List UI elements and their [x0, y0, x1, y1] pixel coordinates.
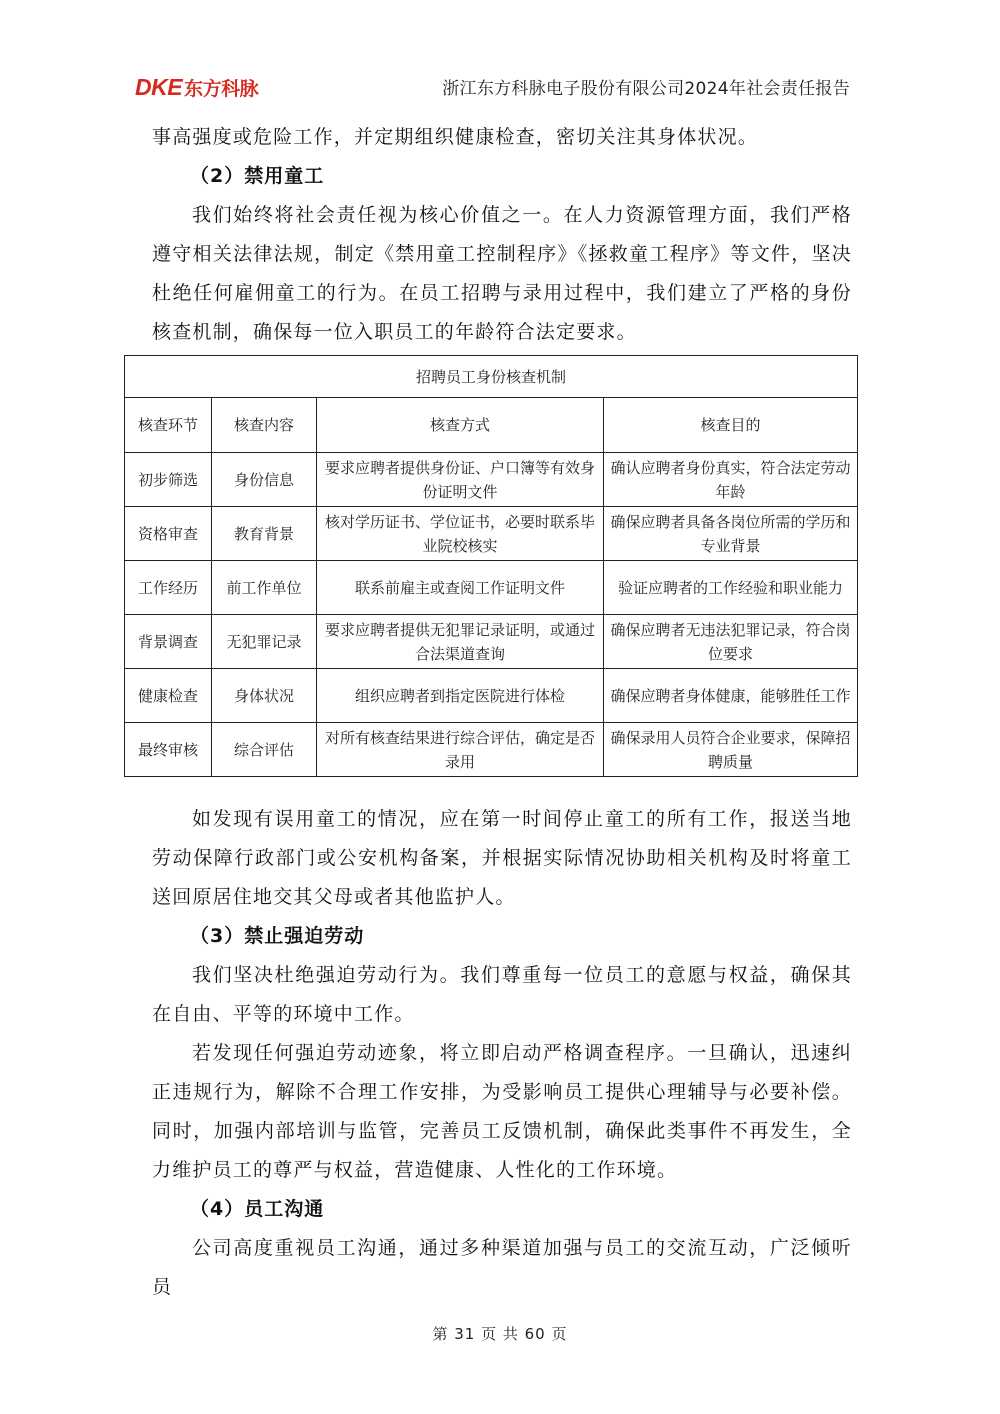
cell-stage: 工作经历	[125, 561, 212, 615]
table-row	[125, 507, 858, 561]
cell-content: 无犯罪记录	[212, 615, 317, 669]
table-row	[125, 669, 858, 723]
table-row	[125, 723, 858, 777]
cell-purpose: 确认应聘者身份真实，符合法定劳动年龄	[604, 453, 858, 507]
section-heading-child-labor: （2）禁用童工	[190, 165, 325, 187]
page-number: 第 31 页 共 60 页	[432, 1325, 568, 1343]
cell-purpose: 确保录用人员符合企业要求，保障招聘质量	[604, 723, 858, 777]
paragraph-forced-labor: 我们坚决杜绝强迫劳动行为。我们尊重每一位员工的意愿与权益，确保其在自由、平等的环境中工作。	[152, 964, 852, 1025]
report-title: 浙江东方科脉电子股份有限公司2024年社会责任报告	[442, 79, 850, 99]
cell-method: 组织应聘者到指定医院进行体检	[317, 669, 604, 723]
cell-stage: 初步筛选	[125, 453, 212, 507]
paragraph-child-labor: 我们始终将社会责任视为核心价值之一。在人力资源管理方面，我们严格遵守相关法律法规，制定《禁用童工控制程序》《拯救童工程序》等文件，坚决杜绝任何雇佣童工的行为。在员工招聘与录用过程中，我们建立了严格的身份核查机制，确保每一位入职员工的年龄符合法定要求。	[152, 204, 852, 343]
page-header	[0, 0, 1000, 110]
cell-content: 教育背景	[212, 507, 317, 561]
cell-method: 联系前雇主或查阅工作证明文件	[317, 561, 604, 615]
cell-content: 身体状况	[212, 669, 317, 723]
cell-method: 要求应聘者提供身份证、户口簿等有效身份证明文件	[317, 453, 604, 507]
cell-purpose: 验证应聘者的工作经验和职业能力	[604, 561, 858, 615]
table-row	[125, 561, 858, 615]
column-header-method: 核查方式	[317, 398, 604, 453]
identity-check-table	[124, 355, 858, 777]
logo-latin-text: DKE	[135, 73, 183, 100]
cell-stage: 资格审查	[125, 507, 212, 561]
column-header-content: 核查内容	[212, 398, 317, 453]
cell-purpose: 确保应聘者具备各岗位所需的学历和专业背景	[604, 507, 858, 561]
page-footer	[0, 1323, 1000, 1344]
table-header-row	[125, 398, 858, 453]
paragraph-forced-labor-remedy: 若发现任何强迫劳动迹象，将立即启动严格调查程序。一旦确认，迅速纠正违规行为，解除不合理工作安排，为受影响员工提供心理辅导与必要补偿。同时，加强内部培训与监管，完善员工反馈机制，确保此类事件不再发生，全力维护员工的尊严与权益，营造健康、人性化的工作环境。	[152, 1042, 852, 1181]
cell-stage: 背景调查	[125, 615, 212, 669]
cell-content: 身份信息	[212, 453, 317, 507]
cell-stage: 健康检查	[125, 669, 212, 723]
cell-method: 要求应聘者提供无犯罪记录证明，或通过合法渠道查询	[317, 615, 604, 669]
paragraph-communication: 公司高度重视员工沟通，通过多种渠道加强与员工的交流互动，广泛倾听员	[152, 1237, 852, 1298]
paragraph-child-labor-remedy: 如发现有误用童工的情况，应在第一时间停止童工的所有工作，报送当地劳动保障行政部门或公安机构备案，并根据实际情况协助相关机构及时将童工送回原居住地交其父母或者其他监护人。	[152, 808, 852, 908]
column-header-purpose: 核查目的	[604, 398, 858, 453]
section-heading-communication: （4）员工沟通	[190, 1198, 325, 1220]
cell-method: 核对学历证书、学位证书，必要时联系毕业院校核实	[317, 507, 604, 561]
cell-stage: 最终审核	[125, 723, 212, 777]
table-row	[125, 615, 858, 669]
table-caption: 招聘员工身份核查机制	[125, 356, 858, 398]
column-header-stage: 核查环节	[125, 398, 212, 453]
paragraph-continued: 事高强度或危险工作，并定期组织健康检查，密切关注其身体状况。	[152, 126, 759, 148]
cell-content: 综合评估	[212, 723, 317, 777]
cell-content: 前工作单位	[212, 561, 317, 615]
cell-method: 对所有核查结果进行综合评估，确定是否录用	[317, 723, 604, 777]
main-content-top	[152, 118, 852, 352]
cell-purpose: 确保应聘者身体健康，能够胜任工作	[604, 669, 858, 723]
section-heading-forced-labor: （3）禁止强迫劳动	[190, 925, 365, 947]
table-row	[125, 453, 858, 507]
cell-purpose: 确保应聘者无违法犯罪记录，符合岗位要求	[604, 615, 858, 669]
logo-chinese-text: 东方科脉	[184, 77, 259, 100]
table-caption-row	[125, 356, 858, 398]
company-logo	[135, 74, 258, 100]
main-content-bottom	[152, 800, 852, 1307]
